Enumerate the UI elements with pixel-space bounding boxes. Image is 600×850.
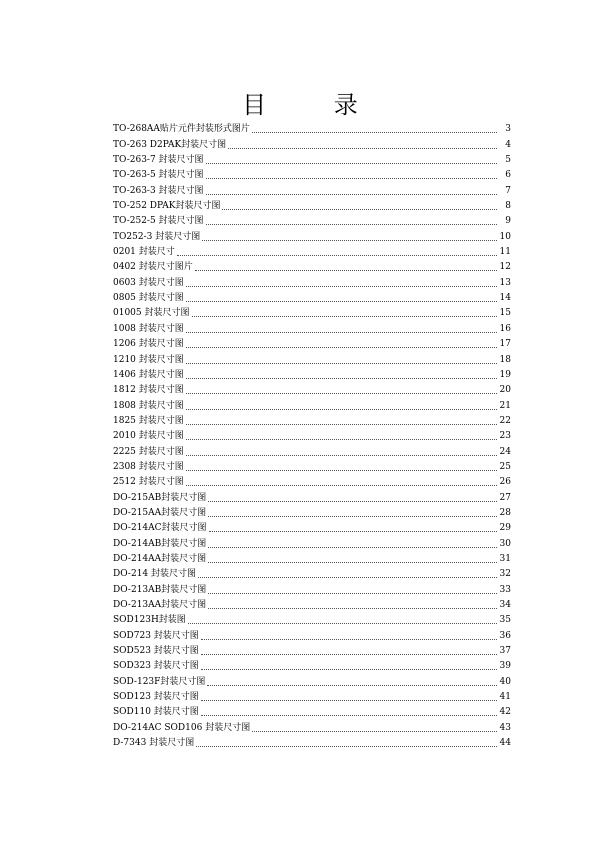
dot-leader <box>188 623 497 624</box>
toc-entry-label: SOD723 封装尺寸图 <box>113 630 199 641</box>
toc-entry-label: SOD123H封装图 <box>113 615 186 626</box>
dot-leader <box>222 209 497 210</box>
dot-leader <box>208 608 497 609</box>
toc-entry-label: 1008 封装尺寸图 <box>113 323 184 334</box>
toc-entry-label: 01005 封装尺寸图 <box>113 308 190 319</box>
dot-leader <box>202 240 497 241</box>
toc-entry[interactable] <box>113 688 511 703</box>
toc-entry-label: DO-215AB封装尺寸图 <box>113 492 207 503</box>
toc-entry-label: 1210 封装尺寸图 <box>113 354 184 365</box>
dot-leader <box>186 409 497 410</box>
toc-entry-label: SOD-123F封装尺寸图 <box>113 676 206 687</box>
toc-entry-page-number: 40 <box>499 676 511 687</box>
toc-entry[interactable] <box>113 258 511 273</box>
toc-entry[interactable] <box>113 473 511 488</box>
toc-entry-label: DO-214 封装尺寸图 <box>113 569 197 580</box>
toc-entry-page-number: 25 <box>499 461 511 472</box>
dot-leader <box>201 715 497 716</box>
dot-leader <box>186 301 497 302</box>
dot-leader <box>209 531 497 532</box>
dot-leader <box>186 363 497 364</box>
toc-entry-page-number: 11 <box>499 247 511 258</box>
toc-entry-page-number: 20 <box>499 385 511 396</box>
toc-entry-label: SOD323 封装尺寸图 <box>113 661 199 672</box>
dot-leader <box>192 316 498 317</box>
toc-entry-page-number: 24 <box>499 446 511 457</box>
dot-leader <box>201 700 497 701</box>
toc-entry[interactable] <box>113 427 511 442</box>
dot-leader <box>228 148 497 149</box>
dot-leader <box>208 547 497 548</box>
dot-leader <box>206 224 497 225</box>
toc-entry-label: 2225 封装尺寸图 <box>113 446 184 457</box>
toc-entry-label: 1808 封装尺寸图 <box>113 400 184 411</box>
dot-leader <box>186 347 497 348</box>
dot-leader <box>186 470 497 471</box>
toc-entry-label: 0201 封装尺寸 <box>113 247 175 258</box>
toc-entry-label: SOD523 封装尺寸图 <box>113 646 199 657</box>
toc-entry-page-number: 32 <box>499 569 511 580</box>
toc-entry[interactable] <box>113 166 511 181</box>
dot-leader <box>201 669 497 670</box>
toc-entry-page-number: 14 <box>499 293 511 304</box>
toc-entry-label: DO-214AC SOD106 封装尺寸图 <box>113 722 251 733</box>
dot-leader <box>207 685 497 686</box>
toc-entry[interactable] <box>113 243 511 258</box>
toc-entry[interactable] <box>113 565 511 580</box>
toc-entry-page-number: 29 <box>499 523 511 534</box>
toc-entry-page-number: 30 <box>499 538 511 549</box>
toc-entry-label: SOD123 封装尺寸图 <box>113 692 199 703</box>
toc-entry-label: DO-215AA封装尺寸图 <box>113 507 207 518</box>
toc-entry[interactable] <box>113 319 511 334</box>
toc-entry[interactable] <box>113 596 511 611</box>
toc-entry-label: TO-263-7 封装尺寸图 <box>113 155 204 166</box>
toc-entry[interactable] <box>113 442 511 457</box>
dot-leader <box>206 163 497 164</box>
dot-leader <box>186 439 497 440</box>
toc-entry-page-number: 42 <box>499 707 511 718</box>
toc-entry-label: DO-214AA封装尺寸图 <box>113 553 207 564</box>
toc-entry-label: 0402 封装尺寸图片 <box>113 262 193 273</box>
toc-entry-page-number: 39 <box>499 661 511 672</box>
toc-entry[interactable] <box>113 396 511 411</box>
toc-title: 目 录 <box>242 91 388 120</box>
toc-entry[interactable] <box>113 227 511 242</box>
toc-entry-label: TO-252 DPAK封装尺寸图 <box>113 201 221 212</box>
toc-entry-page-number: 27 <box>499 492 511 503</box>
toc-entry-label: 2010 封装尺寸图 <box>113 431 184 442</box>
toc-entry[interactable] <box>113 335 511 350</box>
toc-entry-label: TO-263-3 封装尺寸图 <box>113 185 204 196</box>
toc-entry-page-number: 22 <box>499 415 511 426</box>
toc-entry-page-number: 18 <box>499 354 511 365</box>
toc-entry-page-number: 28 <box>499 507 511 518</box>
toc-entry-page-number: 6 <box>505 170 511 181</box>
toc-entry[interactable] <box>113 458 511 473</box>
toc-entry-page-number: 43 <box>499 722 511 733</box>
toc-entry-page-number: 33 <box>499 584 511 595</box>
toc-entry[interactable] <box>113 289 511 304</box>
toc-entry-page-number: 23 <box>499 431 511 442</box>
toc-entry-page-number: 37 <box>499 646 511 657</box>
toc-entry[interactable] <box>113 626 511 641</box>
toc-entry-page-number: 17 <box>499 339 511 350</box>
toc-entry-page-number: 4 <box>505 139 511 150</box>
toc-entry[interactable] <box>113 350 511 365</box>
toc-entry[interactable] <box>113 412 511 427</box>
dot-leader <box>186 455 497 456</box>
toc-entry[interactable] <box>113 550 511 565</box>
dot-leader <box>208 516 497 517</box>
dot-leader <box>186 424 497 425</box>
toc-entry[interactable] <box>113 734 511 749</box>
toc-entry-page-number: 7 <box>505 185 511 196</box>
dot-leader <box>208 562 497 563</box>
toc-entry-label: TO-263-5 封装尺寸图 <box>113 170 204 181</box>
toc-entry-label: 2512 封装尺寸图 <box>113 477 184 488</box>
toc-entry-page-number: 5 <box>505 155 511 166</box>
toc-entry-page-number: 8 <box>505 201 511 212</box>
toc-entry-label: 1406 封装尺寸图 <box>113 369 184 380</box>
dot-leader <box>208 593 497 594</box>
toc-entry-page-number: 31 <box>499 553 511 564</box>
toc-entry-page-number: 41 <box>499 692 511 703</box>
toc-entry-label: DO-213AB封装尺寸图 <box>113 584 207 595</box>
dot-leader <box>208 501 497 502</box>
dot-leader <box>186 286 497 287</box>
toc-entry[interactable] <box>113 273 511 288</box>
dot-leader <box>177 255 497 256</box>
toc-entry-page-number: 21 <box>499 400 511 411</box>
toc-entry[interactable] <box>113 120 511 135</box>
toc-entry-label: TO-252-5 封装尺寸图 <box>113 216 204 227</box>
dot-leader <box>201 639 497 640</box>
toc-entry[interactable] <box>113 151 511 166</box>
toc-entry-page-number: 26 <box>499 477 511 488</box>
toc-entry[interactable] <box>113 611 511 626</box>
toc-entry[interactable] <box>113 366 511 381</box>
toc-entry[interactable] <box>113 580 511 595</box>
toc-entry-label: 1812 封装尺寸图 <box>113 385 184 396</box>
toc-entry[interactable] <box>113 135 511 150</box>
toc-entry[interactable] <box>113 718 511 733</box>
toc-entry-label: TO-263 D2PAK封装尺寸图 <box>113 139 227 150</box>
toc-entry-page-number: 15 <box>499 308 511 319</box>
toc-entry[interactable] <box>113 642 511 657</box>
dot-leader <box>186 485 497 486</box>
dot-leader <box>206 194 497 195</box>
toc-entry-label: 0603 封装尺寸图 <box>113 277 184 288</box>
toc-entry-page-number: 9 <box>505 216 511 227</box>
toc-entry-label: 0805 封装尺寸图 <box>113 293 184 304</box>
toc-entry[interactable] <box>113 381 511 396</box>
toc-entry-page-number: 10 <box>499 231 511 242</box>
toc-entry[interactable] <box>113 703 511 718</box>
toc-entry[interactable] <box>113 672 511 687</box>
toc-entry-label: TO-268AA贴片元件封装形式图片 <box>113 124 250 135</box>
toc-entry-page-number: 34 <box>499 600 511 610</box>
toc-list <box>113 120 511 749</box>
toc-entry[interactable] <box>113 212 511 227</box>
toc-entry-page-number: 36 <box>499 630 511 641</box>
toc-entry[interactable] <box>113 304 511 319</box>
toc-entry-page-number: 16 <box>499 323 511 334</box>
toc-entry[interactable] <box>113 488 511 503</box>
toc-entry-label: 1206 封装尺寸图 <box>113 339 184 350</box>
toc-entry[interactable] <box>113 197 511 212</box>
dot-leader <box>195 270 497 271</box>
toc-entry-page-number: 12 <box>499 262 511 273</box>
toc-entry-page-number: 19 <box>499 369 511 380</box>
toc-entry-page-number: 44 <box>499 738 511 749</box>
toc-entry-label: DO-214AB封装尺寸图 <box>113 538 207 549</box>
dot-leader <box>252 731 497 732</box>
toc-entry-page-number: 3 <box>505 124 511 135</box>
toc-entry[interactable] <box>113 519 511 534</box>
dot-leader <box>201 654 497 655</box>
toc-entry[interactable] <box>113 534 511 549</box>
toc-entry-label: 2308 封装尺寸图 <box>113 461 184 472</box>
dot-leader <box>186 378 497 379</box>
dot-leader <box>186 332 497 333</box>
toc-entry-page-number: 35 <box>499 615 511 626</box>
toc-entry-label: DO-214AC封装尺寸图 <box>113 523 207 534</box>
toc-entry[interactable] <box>113 504 511 519</box>
dot-leader <box>186 393 497 394</box>
toc-entry[interactable] <box>113 181 511 196</box>
dot-leader <box>206 178 497 179</box>
toc-entry-label: SOD110 封装尺寸图 <box>113 707 199 718</box>
dot-leader <box>196 746 497 747</box>
toc-entry-page-number: 13 <box>499 277 511 288</box>
toc-entry[interactable] <box>113 657 511 672</box>
toc-entry-label: TO252-3 封装尺寸图 <box>113 231 201 242</box>
toc-entry-label: D-7343 封装尺寸图 <box>113 738 195 749</box>
dot-leader <box>198 577 497 578</box>
toc-entry-label: 1825 封装尺寸图 <box>113 415 184 426</box>
dot-leader <box>252 132 497 133</box>
toc-entry-label: DO-213AA封装尺寸图 <box>113 600 207 610</box>
